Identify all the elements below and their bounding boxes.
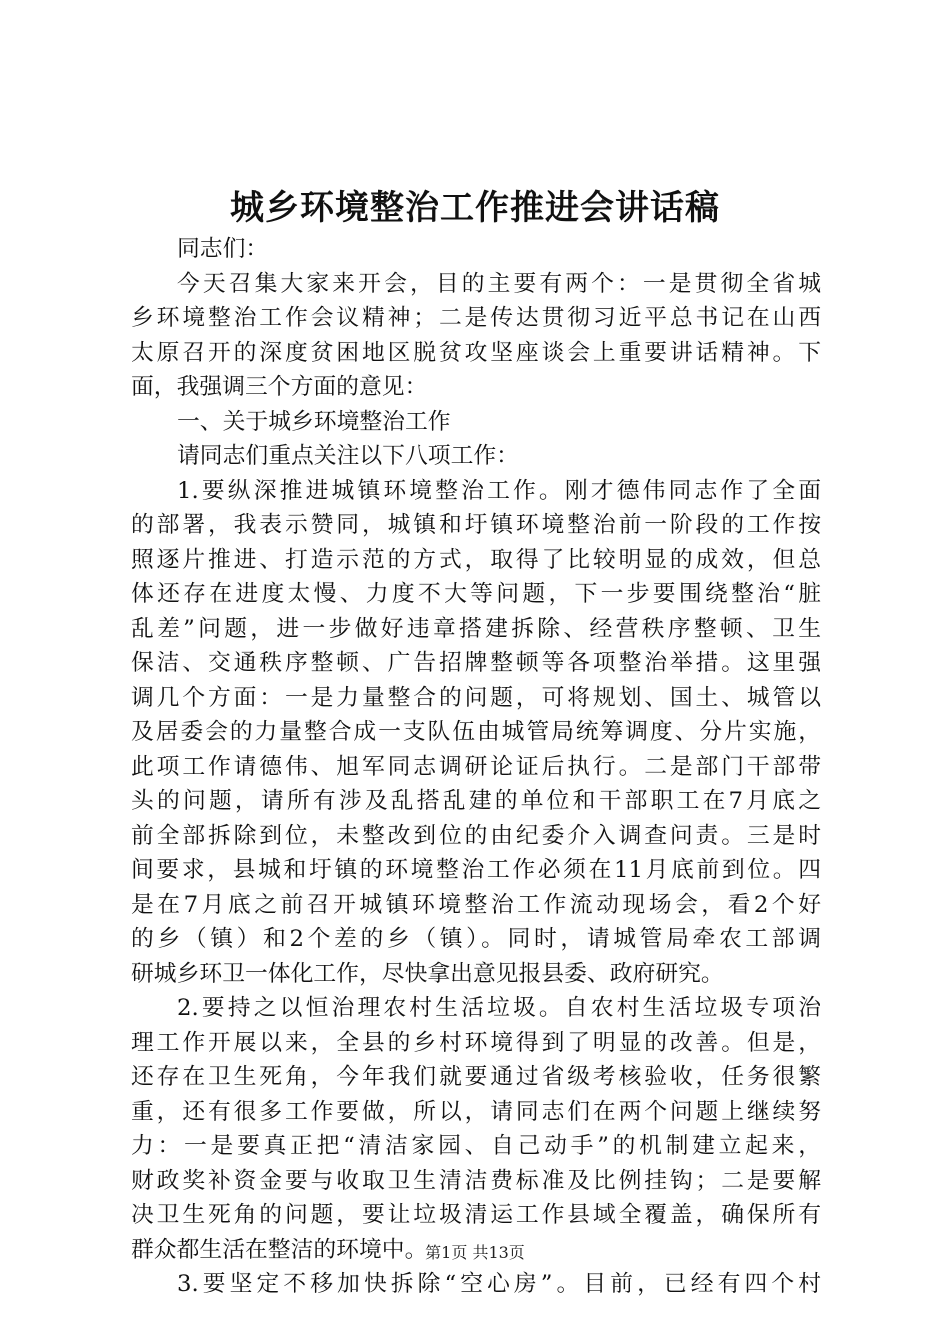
body-line: 研城乡环卫一体化工作，尽快拿出意见报县委、政府研究。 — [131, 960, 724, 987]
body-line: 及居委会的力量整合成一支队伍由城管局统筹调度、分片实施， — [131, 719, 821, 745]
body-line: 财政奖补资金要与收取卫生清洁费标准及比例挂钩；二是要解 — [131, 1167, 821, 1194]
body-line: 重，还有很多工作要做，所以，请同志们在两个问题上继续努 — [131, 1098, 821, 1125]
body-line: 是在7月底之前召开城镇环境整治工作流动现场会，看2个好 — [131, 891, 821, 918]
body-line: 头的问题，请所有涉及乱搭乱建的单位和干部职工在7月底之 — [131, 788, 821, 814]
body-line: 请同志们重点关注以下八项工作： — [177, 443, 519, 469]
body-line: 照逐片推进、打造示范的方式，取得了比较明显的成效，但总 — [131, 546, 821, 573]
body-line: 的部署，我表示赞同，城镇和圩镇环境整治前一阶段的工作按 — [131, 512, 821, 538]
salutation-line: 同志们： — [177, 236, 269, 262]
page-number-footer: 第1页 共13页 — [425, 1243, 525, 1262]
body-line: 此项工作请德伟、旭军同志调研论证后执行。二是部门干部带 — [131, 753, 821, 780]
body-line: 还存在卫生死角，今年我们就要通过省级考核验收，任务很繁 — [131, 1064, 821, 1090]
body-line: 面，我强调三个方面的意见： — [131, 374, 428, 400]
body-line: 调几个方面：一是力量整合的问题，可将规划、国土、城管以 — [131, 684, 821, 711]
body-line: 的乡（镇）和2个差的乡（镇）。同时，请城管局牵农工部调 — [131, 926, 821, 952]
document-body — [131, 232, 821, 1302]
body-line: 2.要持之以恒治理农村生活垃圾。自农村生活垃圾专项治 — [177, 995, 821, 1021]
body-line: 乱差”问题，进一步做好违章搭建拆除、经营秩序整顿、卫生 — [131, 615, 821, 642]
body-line: 保洁、交通秩序整顿、广告招牌整顿等各项整治举措。这里强 — [131, 650, 821, 676]
body-line: 力：一是要真正把“清洁家园、自己动手”的机制建立起来， — [131, 1133, 821, 1159]
body-line: 1.要纵深推进城镇环境整治工作。刚才德伟同志作了全面 — [177, 477, 821, 504]
body-line: 太原召开的深度贫困地区脱贫攻坚座谈会上重要讲话精神。下 — [131, 339, 821, 366]
body-line: 前全部拆除到位，未整改到位的由纪委介入调查问责。三是时 — [131, 822, 821, 849]
body-line: 乡环境整治工作会议精神；二是传达贯彻习近平总书记在山西 — [131, 305, 821, 331]
body-line: 间要求，县城和圩镇的环境整治工作必须在11月底前到位。四 — [131, 857, 821, 883]
body-line: 决卫生死角的问题，要让垃圾清运工作县域全覆盖，确保所有 — [131, 1202, 821, 1228]
body-line: 群众都生活在整洁的环境中。 — [131, 1236, 428, 1263]
section-heading: 一、关于城乡环境整治工作 — [177, 408, 451, 435]
body-line: 理工作开展以来，全县的乡村环境得到了明显的改善。但是， — [131, 1029, 821, 1056]
body-line: 今天召集大家来开会，目的主要有两个：一是贯彻全省城 — [177, 270, 821, 297]
body-line: 3.要坚定不移加快拆除“空心房”。目前，已经有四个村 — [177, 1271, 821, 1297]
body-line: 体还存在进度太慢、力度不大等问题，下一步要围绕整治“脏 — [131, 581, 821, 607]
document-title: 城乡环境整治工作推进会讲话稿 — [230, 188, 720, 228]
